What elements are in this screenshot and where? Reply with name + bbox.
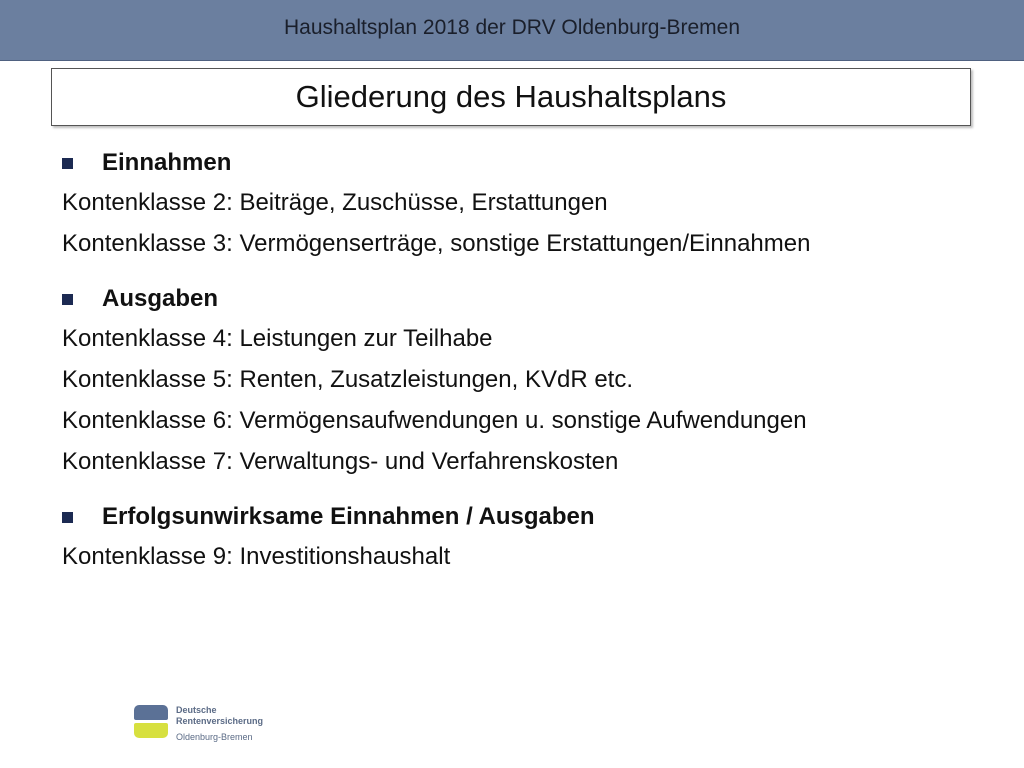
section-heading-text: Ausgaben	[102, 285, 219, 312]
section-ausgaben	[62, 280, 982, 482]
header-title: Haushaltsplan 2018 der DRV Oldenburg-Bremen	[283, 16, 741, 39]
square-bullet-icon	[62, 158, 73, 169]
list-item: Kontenklasse 4: Leistungen zur Teilhabe	[62, 324, 493, 352]
logo-name-line2: Rentenversicherung	[176, 716, 264, 726]
header-bar	[0, 0, 1024, 61]
list-item: Kontenklasse 9: Investitionshaushalt	[62, 542, 451, 570]
section-heading	[62, 280, 982, 318]
list-item: Kontenklasse 2: Beiträge, Zuschüsse, Erstattungen	[62, 188, 608, 216]
drv-logo	[134, 705, 334, 745]
slide-title-box	[51, 68, 971, 126]
list-item: Kontenklasse 3: Vermögenserträge, sonstige Erstattungen/Einnahmen	[62, 229, 811, 257]
list-item: Kontenklasse 7: Verwaltungs- und Verfahrenskosten	[62, 447, 619, 475]
square-bullet-icon	[62, 512, 73, 523]
slide-title: Gliederung des Haushaltsplans	[295, 79, 727, 114]
logo-bottom-bar	[134, 723, 168, 738]
slide-content	[62, 144, 982, 593]
section-heading-text: Erfolgsunwirksame Einnahmen / Ausgaben	[102, 503, 595, 530]
logo-subtitle: Oldenburg-Bremen	[176, 732, 253, 742]
square-bullet-icon	[62, 294, 73, 305]
list-item: Kontenklasse 5: Renten, Zusatzleistungen, KVdR etc.	[62, 365, 633, 393]
logo-name	[176, 705, 263, 727]
section-heading	[62, 498, 982, 536]
section-heading-text: Einnahmen	[102, 149, 232, 176]
list-item: Kontenklasse 6: Vermögensaufwendungen u. sonstige Aufwendungen	[62, 406, 807, 434]
section-einnahmen	[62, 144, 982, 264]
drv-logo-mark-icon	[134, 705, 168, 739]
section-erfolgsunwirksam	[62, 498, 982, 577]
logo-top-bar	[134, 705, 168, 720]
logo-name-line1: Deutsche	[176, 705, 217, 715]
section-heading	[62, 144, 982, 182]
